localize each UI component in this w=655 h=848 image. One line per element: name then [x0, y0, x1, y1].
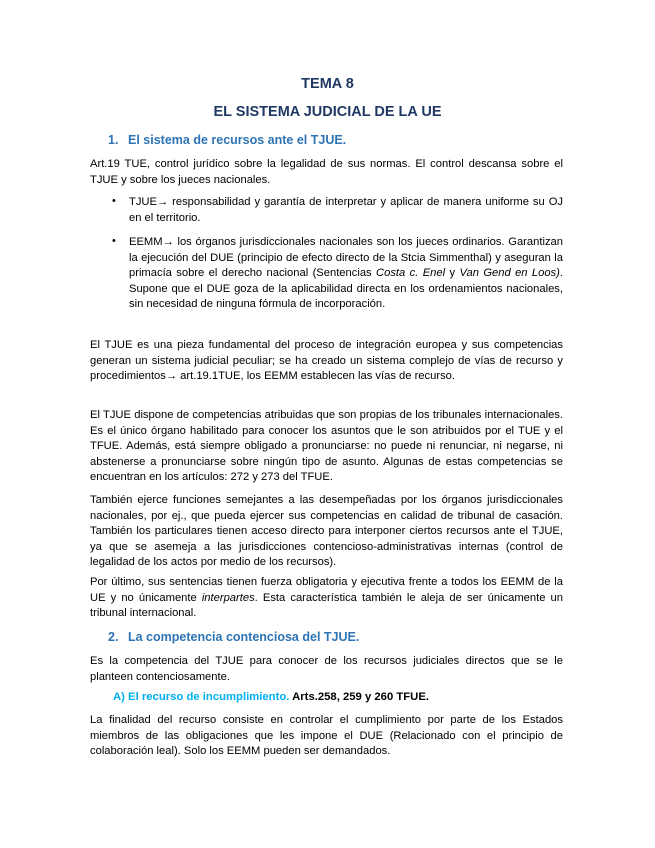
section-2-title: La competencia contenciosa del TJUE.	[128, 630, 360, 644]
paragraph-funciones: También ejerce funciones semejantes a las desempeñadas por los órganos jurisdiccionales nacionales, por ej., que pueda ejercer sus competencias en calidad de tribunal de casación. También los particulares tienen acceso directo para interponer ciertos recursos ante el TJUE, ya que se asemeja a las jurisdicciones contencioso-administrativas internas (control de legalidad de los actos por medio de los recursos).	[90, 494, 563, 569]
section-2-heading	[108, 630, 359, 644]
paragraph-art19: Art.19 TUE, control jurídico sobre la legalidad de sus normas. El control descansa sobre el TJUE y sobre los jueces nacionales.	[90, 158, 563, 186]
section-2-number: 2.	[108, 630, 119, 644]
bullet-2-part-b: . Supone que el DUE goza de la aplicabilidad directa en los ordenamientos nacionales, sin necesidad de ninguna fórmula de incorporación.	[129, 267, 563, 311]
bullet-1-text: TJUE→ responsabilidad y garantía de interpretar y aplicar de manera uniforme su OJ en el territorio.	[129, 196, 563, 224]
paragraph-tjue-pieza: El TJUE es una pieza fundamental del proceso de integración europea y sus competencias generan un sistema judicial peculiar; se ha creado un sistema complejo de vías de recurso y procedimientos→ art.19.1TUE, los EEMM establecen las vías de recurso.	[90, 339, 563, 383]
bullet-2-italic-vangend: Van Gend en Loos)	[459, 267, 560, 280]
tema-heading: TEMA 8	[301, 76, 354, 92]
paragraph-competencias: El TJUE dispone de competencias atribuidas que son propias de los tribunales internacionales. Es el único órgano habilitado para conocer los asuntos que le son atribuidos por el TUE y el TFUE. Además, está siempre obligado a pronunciarse: no puede ni renunciar, ni negarse, ni abstenerse a pronunciarse sobre ningún tipo de asunto. Algunas de estas competencias se encuentran en los artículos: 272 y 273 del TFUE.	[90, 409, 563, 484]
paragraph-sentencias	[90, 575, 563, 622]
bullet-2-conjunction: y	[445, 267, 460, 280]
bullet-2-italic-costa: Costa c. Enel	[376, 267, 446, 280]
paragraph-sentencias-part-b: . Esta característica también le aleja de ser únicamente un tribunal internacional.	[90, 591, 563, 620]
bullet-2-text	[129, 235, 563, 313]
subsection-a-label: A) El recurso de incumplimiento.	[113, 691, 290, 703]
interpartes-italic: interpartes	[201, 591, 255, 604]
section-1-heading	[108, 133, 346, 147]
paragraph-competencia-contenciosa: Es la competencia del TJUE para conocer de los recursos judiciales directos que se le planteen contenciosamente.	[90, 655, 563, 683]
section-1-title: El sistema de recursos ante el TJUE.	[128, 133, 347, 147]
section-1-number: 1.	[108, 133, 119, 147]
bullet-1-marker: •	[112, 195, 116, 207]
subsection-a-articles: Arts.258, 259 y 260 TFUE.	[292, 691, 430, 703]
main-title: EL SISTEMA JUDICIAL DE LA UE	[213, 104, 442, 120]
subsection-a-heading	[113, 691, 429, 703]
paragraph-finalidad: La finalidad del recurso consiste en controlar el cumplimiento por parte de los Estados miembros de las obligaciones que les impone el DUE (Relacionado con el principio de colaboración leal). Solo los EEMM pueden ser demandados.	[90, 714, 563, 758]
paragraph-sentencias-part-a: Por último, sus sentencias tienen fuerza obligatoria y ejecutiva frente a todos los EEMM de la UE y no únicamente	[90, 576, 563, 604]
bullet-2-marker: •	[112, 235, 116, 247]
bullet-2-part-a: EEMM→ los órganos jurisdiccionales nacionales son los jueces ordinarios. Garantizan la ejecución del DUE (principio de efecto directo de la Stcia Simmenthal) y aseguran la primacía sobre el derecho nacional (Sentencias	[129, 236, 563, 280]
